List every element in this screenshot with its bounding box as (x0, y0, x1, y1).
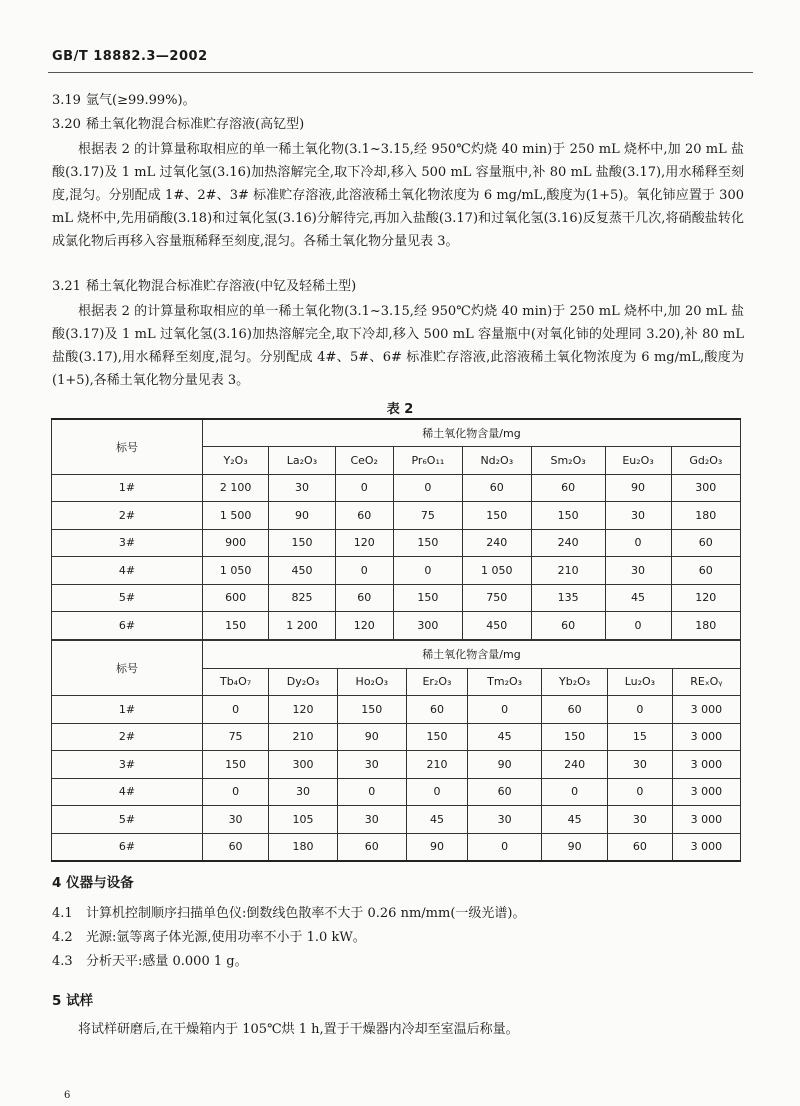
column-header: Sm₂O₃ (531, 447, 605, 475)
table-cell: 0 (406, 778, 468, 806)
item-number: 3.20 (52, 117, 81, 132)
table-cell: 1 500 (203, 502, 269, 530)
table-row (52, 557, 741, 585)
item-text: 氩气(≥99.99%)。 (86, 93, 196, 108)
row-label: 4# (52, 557, 203, 585)
table-cell: 150 (462, 502, 531, 530)
row-label: 5# (52, 806, 203, 834)
table-cell: 240 (531, 529, 605, 557)
table-cell: 150 (393, 529, 462, 557)
table-cell: 60 (671, 529, 740, 557)
table-cell: 150 (406, 723, 468, 751)
item-number: 4.1 (52, 906, 73, 921)
row-label: 6# (52, 833, 203, 861)
table-cell: 60 (608, 833, 673, 861)
table-cell: 1 050 (462, 557, 531, 585)
table-cell: 0 (605, 529, 671, 557)
table-cell: 0 (335, 474, 393, 502)
item-number: 3.21 (52, 279, 81, 294)
item-text: 稀土氧化物混合标准贮存溶液(高钇型) (86, 117, 305, 132)
table-cell: 60 (335, 584, 393, 612)
table-cell: 30 (608, 751, 673, 779)
table-cell: 60 (462, 474, 531, 502)
item-3-21 (52, 277, 356, 297)
table-row (52, 502, 741, 530)
table-cell: 3 000 (672, 806, 740, 834)
column-header: CeO₂ (335, 447, 393, 475)
table-cell: 0 (335, 557, 393, 585)
table-cell: 120 (335, 529, 393, 557)
column-header: Yb₂O₃ (542, 668, 608, 696)
column-header: Er₂O₃ (406, 668, 468, 696)
group-header: 稀土氧化物含量/mg (203, 419, 741, 447)
table-cell: 45 (542, 806, 608, 834)
table-cell: 120 (269, 696, 338, 724)
table-cell: 180 (671, 502, 740, 530)
table-cell: 150 (393, 584, 462, 612)
table-cell: 30 (337, 806, 406, 834)
table-cell: 210 (269, 723, 338, 751)
table-cell: 0 (608, 778, 673, 806)
table-cell: 30 (269, 778, 338, 806)
row-header-cell: 标号 (52, 641, 203, 696)
table-cell: 60 (203, 833, 269, 861)
table-cell: 60 (468, 778, 542, 806)
column-header: La₂O₃ (269, 447, 335, 475)
table-cell: 90 (337, 723, 406, 751)
table-cell: 30 (337, 751, 406, 779)
item-4-3 (52, 952, 248, 972)
row-header-cell: 标号 (52, 419, 203, 474)
item-text: 稀土氧化物混合标准贮存溶液(中钇及轻稀土型) (86, 279, 357, 294)
table-cell: 0 (605, 612, 671, 640)
item-number: 4.3 (52, 954, 73, 969)
item-4-2 (52, 928, 366, 948)
table-cell: 3 000 (672, 778, 740, 806)
table-cell: 30 (608, 806, 673, 834)
table-cell: 3 000 (672, 833, 740, 861)
row-label: 3# (52, 529, 203, 557)
table-cell: 60 (406, 696, 468, 724)
table-cell: 0 (608, 696, 673, 724)
row-label: 2# (52, 502, 203, 530)
table-caption: 表 2 (386, 402, 414, 417)
table-cell: 900 (203, 529, 269, 557)
table-2-part-2 (51, 640, 741, 862)
table-cell: 600 (203, 584, 269, 612)
table-cell: 75 (203, 723, 269, 751)
table-cell: 60 (531, 612, 605, 640)
table-cell: 150 (203, 612, 269, 640)
page-number: 6 (64, 1090, 71, 1101)
table-cell: 120 (335, 612, 393, 640)
table-row (52, 612, 741, 640)
table-cell: 3 000 (672, 696, 740, 724)
table-cell: 3 000 (672, 751, 740, 779)
table-2-part-1 (51, 418, 741, 640)
table-cell: 90 (406, 833, 468, 861)
row-label: 3# (52, 751, 203, 779)
table-cell: 30 (605, 502, 671, 530)
table-cell: 0 (468, 833, 542, 861)
table-cell: 0 (203, 778, 269, 806)
table-cell: 0 (203, 696, 269, 724)
table-cell: 1 200 (269, 612, 335, 640)
table-cell: 450 (462, 612, 531, 640)
table-cell: 60 (542, 696, 608, 724)
table-cell: 75 (393, 502, 462, 530)
row-label: 2# (52, 723, 203, 751)
table-cell: 0 (393, 557, 462, 585)
table-cell: 825 (269, 584, 335, 612)
paragraph-3-20: 根据表 2 的计算量称取相应的单一稀土氧化物(3.1~3.15,经 950℃灼烧 40 min)于 250 mL 烧杯中,加 20 mL 盐酸(3.17)及 1 mL 过氧化氢(3.16)加热溶解完全,取下冷却,移入 500 mL 容量瓶中,补 80 mL 盐酸(3.17),用水稀释至刻度,混匀。分别配成 1#、2#、3# 标准贮存溶液,此溶液稀土氧化物浓度为 6 mg/mL,酸度为(1+5)。氧化铈应置于 300 mL 烧杯中,先用硝酸(3.18)和过氧化氢(3.16)分解待完,再加入盐酸(3.17)和过氧化氢(3.16)反复蒸干几次,将硝酸盐转化成氯化物后再移入容量瓶稀释至刻度,混匀。各稀土氧化物分量见表 3。 (52, 142, 744, 249)
table-cell: 2 100 (203, 474, 269, 502)
table-cell: 45 (406, 806, 468, 834)
table-cell: 30 (468, 806, 542, 834)
table-cell: 90 (269, 502, 335, 530)
table-cell: 1 050 (203, 557, 269, 585)
column-header: REₓOᵧ (672, 668, 740, 696)
table-cell: 150 (269, 529, 335, 557)
table-row (52, 584, 741, 612)
table-row (52, 529, 741, 557)
column-header: Eu₂O₃ (605, 447, 671, 475)
column-header: Tb₄O₇ (203, 668, 269, 696)
table-cell: 30 (269, 474, 335, 502)
item-3-19 (52, 91, 196, 111)
table-cell: 0 (337, 778, 406, 806)
table-cell: 450 (269, 557, 335, 585)
table-cell: 150 (337, 696, 406, 724)
table-cell: 0 (468, 696, 542, 724)
table-cell: 750 (462, 584, 531, 612)
row-label: 5# (52, 584, 203, 612)
standard-number: GB/T 18882.3—2002 (52, 49, 208, 64)
column-header: Nd₂O₃ (462, 447, 531, 475)
table-cell: 0 (393, 474, 462, 502)
table-cell: 15 (608, 723, 673, 751)
item-4-1 (52, 904, 525, 924)
item-number: 4.2 (52, 930, 73, 945)
section-5-title: 5 试样 (52, 993, 94, 1009)
table-cell: 120 (671, 584, 740, 612)
paragraph-3-21: 根据表 2 的计算量称取相应的单一稀土氧化物(3.1~3.15,经 950℃灼烧 40 min)于 250 mL 烧杯中,加 20 mL 盐酸(3.17)及 1 mL 过氧化氢(3.16)加热溶解完全,取下冷却,移入 500 mL 容量瓶中(对氧化铈的处理同 3.20),补 80 mL 盐酸(3.17),用水稀释至刻度,混匀。分别配成 4#、5#、6# 标准贮存溶液,此溶液稀土氧化物浓度为 6 mg/mL,酸度为(1+5),各稀土氧化物分量见表 3。 (52, 304, 744, 388)
paragraph-5: 将试样研磨后,在干燥箱内于 105℃烘 1 h,置于干燥器内冷却至室温后称量。 (78, 1022, 519, 1037)
table-cell: 45 (468, 723, 542, 751)
table-cell: 300 (393, 612, 462, 640)
table-cell: 180 (671, 612, 740, 640)
column-header: Y₂O₃ (203, 447, 269, 475)
row-label: 4# (52, 778, 203, 806)
table-cell: 105 (269, 806, 338, 834)
table-cell: 150 (203, 751, 269, 779)
table-cell: 150 (531, 502, 605, 530)
table-cell: 210 (531, 557, 605, 585)
table-row (52, 833, 741, 861)
table-cell: 0 (542, 778, 608, 806)
table-cell: 45 (605, 584, 671, 612)
table-cell: 135 (531, 584, 605, 612)
table-row (52, 751, 741, 779)
column-header: Tm₂O₃ (468, 668, 542, 696)
column-header: Lu₂O₃ (608, 668, 673, 696)
item-text: 计算机控制顺序扫描单色仪:倒数线色散率不大于 0.26 nm/mm(一级光谱)。 (86, 906, 526, 921)
header-divider (48, 72, 753, 73)
row-label: 6# (52, 612, 203, 640)
table-cell: 60 (531, 474, 605, 502)
item-3-20 (52, 115, 304, 135)
table-row (52, 778, 741, 806)
table-cell: 210 (406, 751, 468, 779)
table-row (52, 723, 741, 751)
group-header: 稀土氧化物含量/mg (203, 641, 741, 669)
table-row (52, 806, 741, 834)
row-label: 1# (52, 696, 203, 724)
table-cell: 90 (468, 751, 542, 779)
table-cell: 300 (269, 751, 338, 779)
item-number: 3.19 (52, 93, 81, 108)
item-text: 光源:氩等离子体光源,使用功率不小于 1.0 kW。 (86, 930, 366, 945)
table-row (52, 696, 741, 724)
table-cell: 300 (671, 474, 740, 502)
table-cell: 150 (542, 723, 608, 751)
table-cell: 60 (335, 502, 393, 530)
column-header: Gd₂O₃ (671, 447, 740, 475)
column-header: Pr₆O₁₁ (393, 447, 462, 475)
table-cell: 30 (605, 557, 671, 585)
table-cell: 180 (269, 833, 338, 861)
table-cell: 60 (671, 557, 740, 585)
table-cell: 30 (203, 806, 269, 834)
column-header: Ho₂O₃ (337, 668, 406, 696)
row-label: 1# (52, 474, 203, 502)
table-cell: 240 (462, 529, 531, 557)
table-cell: 60 (337, 833, 406, 861)
section-4-title: 4 仪器与设备 (52, 875, 134, 891)
table-cell: 90 (605, 474, 671, 502)
table-cell: 90 (542, 833, 608, 861)
table-row (52, 474, 741, 502)
table-cell: 3 000 (672, 723, 740, 751)
column-header: Dy₂O₃ (269, 668, 338, 696)
item-text: 分析天平:感量 0.000 1 g。 (86, 954, 248, 969)
table-cell: 240 (542, 751, 608, 779)
